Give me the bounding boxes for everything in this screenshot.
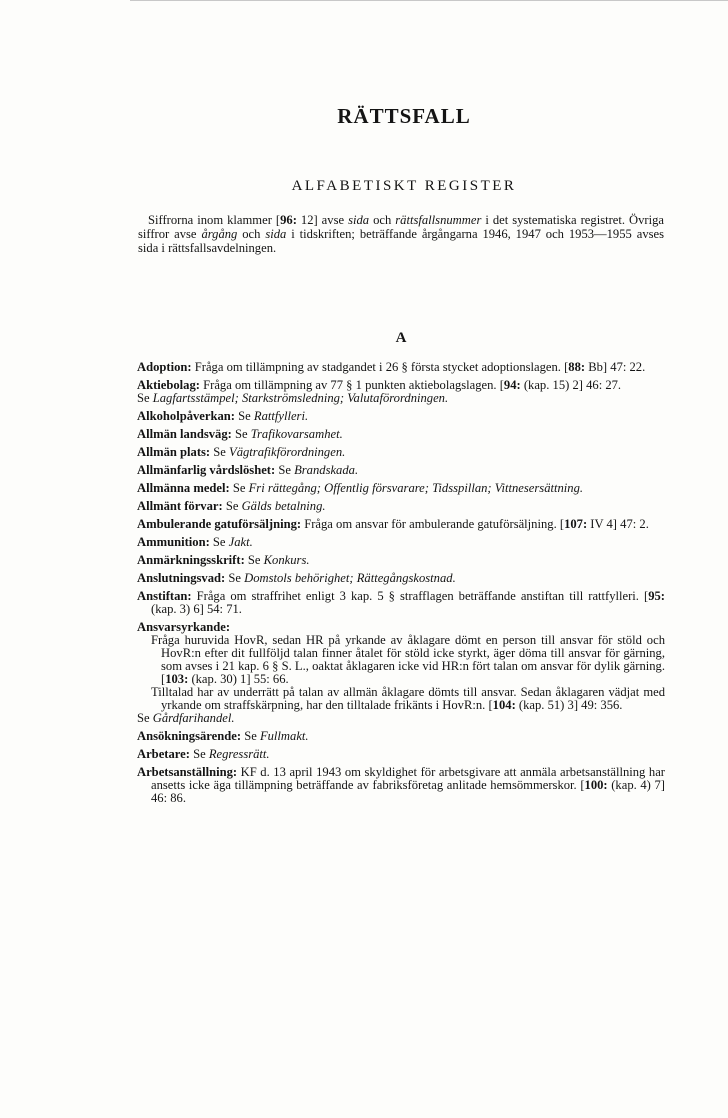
entry-alkoholpaverkan: Alkoholpåverkan: Se Rattfylleri.: [137, 409, 309, 423]
intro-paragraph: [138, 213, 664, 255]
entry-paragraph: Fråga huruvida HovR, sedan HR på yrkande av åklagare dömt en person till ansvar för stöld och HovR:n efter dit fullföljd talan finner åtalet för stöld icke styrkt, äger döma till ansvar för gärning, som avses i 21 kap. 6 § S. L., oaktat åklagaren icke vid HR:n fört talan om ansvar för dylik gärning. [103: (kap. 30) 1] 55: 66.: [151, 633, 665, 686]
entry-ansokningsarende: Ansökningsärende: Se Fullmakt.: [137, 729, 309, 743]
entry-anslutningsvad: Anslutningsvad: Se Domstols behörighet; Rättegångskostnad.: [137, 571, 456, 585]
section-letter: A: [395, 330, 407, 346]
entry-term: Ammunition:: [137, 535, 210, 549]
see-also: Se Gårdfarihandel.: [137, 711, 235, 725]
entry-ansvarsyrkande: [137, 621, 665, 725]
entry-ammunition: Ammunition: Se Jakt.: [137, 535, 253, 549]
register-entries: [137, 361, 665, 810]
entry-adoption: Adoption: Fråga om tillämpning av stadgandet i 26 § första stycket adoptionslagen. [88: Bb] 47: 22.: [137, 360, 646, 374]
see-also: Se Lagfartsstämpel; Starkströmsledning; Valutaförordningen.: [137, 391, 449, 405]
entry-allmant-forvar: Allmänt förvar: Se Gälds betalning.: [137, 499, 326, 513]
entry-term: Allmän plats:: [137, 445, 211, 459]
entry-anstiftan: Anstiftan: Fråga om straffrihet enligt 3 kap. 5 § strafflagen beträffande anstiftan till rattfylleri. [95: (kap. 3) 6] 54: 71.: [137, 589, 665, 616]
entry-ambulerande-gatuforsaljning: Ambulerande gatuförsäljning: Fråga om ansvar för ambulerande gatuförsäljning. [107: IV 4] 47: 2.: [137, 517, 649, 531]
entry-term: Aktiebolag:: [137, 378, 200, 392]
page-subtitle: ALFABETISKT REGISTER: [291, 178, 517, 194]
intro-text: Siffrorna inom klammer [96: 12] avse sida och rättsfallsnummer i det systematiska registret. Övriga siffror avse årgång och sida i tidskriften; beträffande årgångarna 1946, 1947 och 1953—1955 avses sida i rättsfallsavdelningen.: [138, 213, 665, 255]
entry-allmanfarlig-vardsloshet: Allmänfarlig vårdslöshet: Se Brandskada.: [137, 463, 359, 477]
entry-term: Ansökningsärende:: [137, 729, 242, 743]
entry-allman-landsvag: Allmän landsväg: Se Trafikovarsamhet.: [137, 427, 343, 441]
entry-aktiebolag: Aktiebolag: Fråga om tillämpning av 77 § 1 punkten aktiebolagslagen. [94: (kap. 15) 2] 46: 27. Se Lagfartsstämpel; Starkströmsledning; Valutaförordningen.: [137, 379, 665, 405]
entry-term: Allmänt förvar:: [137, 499, 223, 513]
top-border-line: [130, 0, 728, 1]
entry-allmanna-medel: Allmänna medel: Se Fri rättegång; Offentlig försvarare; Tidsspillan; Vittnesersättning.: [137, 481, 584, 495]
entry-term: Arbetsanställning:: [137, 765, 238, 779]
entry-term: Adoption:: [137, 360, 192, 374]
entry-term: Allmän landsväg:: [137, 427, 232, 441]
entry-allman-plats: Allmän plats: Se Vägtrafikförordningen.: [137, 445, 346, 459]
entry-term: Anstiftan:: [137, 589, 192, 603]
entry-term: Arbetare:: [137, 747, 190, 761]
entry-arbetare: Arbetare: Se Regressrätt.: [137, 747, 270, 761]
entry-term: Allmänfarlig vårdslöshet:: [137, 463, 276, 477]
entry-term: Alkoholpåverkan:: [137, 409, 235, 423]
page-title: RÄTTSFALL: [337, 104, 471, 128]
entry-term: Allmänna medel:: [137, 481, 230, 495]
entry-anmarkningsskrift: Anmärkningsskrift: Se Konkurs.: [137, 553, 310, 567]
entry-arbetsanstallning: Arbetsanställning: KF d. 13 april 1943 om skyldighet för arbetsgivare att anmäla arbetsanställning har ansetts icke äga tillämpning beträffande av fabriksföretag anlitade hemsömmerskor. [100: (kap. 4) 7] 46: 86.: [137, 765, 665, 805]
entry-term: Anmärkningsskrift:: [137, 553, 245, 567]
entry-paragraph: Tilltalad har av underrätt på talan av allmän åklagare dömts till ansvar. Sedan åklagaren vädjat med yrkande om straffskärpning, har den tilltalade frikänts i HovR:n. [104: (kap. 51) 3] 49: 356.: [151, 685, 665, 712]
entry-term: Anslutningsvad:: [137, 571, 226, 585]
entry-term: Ansvarsyrkande:: [137, 620, 231, 634]
entry-term: Ambulerande gatuförsäljning:: [137, 517, 302, 531]
